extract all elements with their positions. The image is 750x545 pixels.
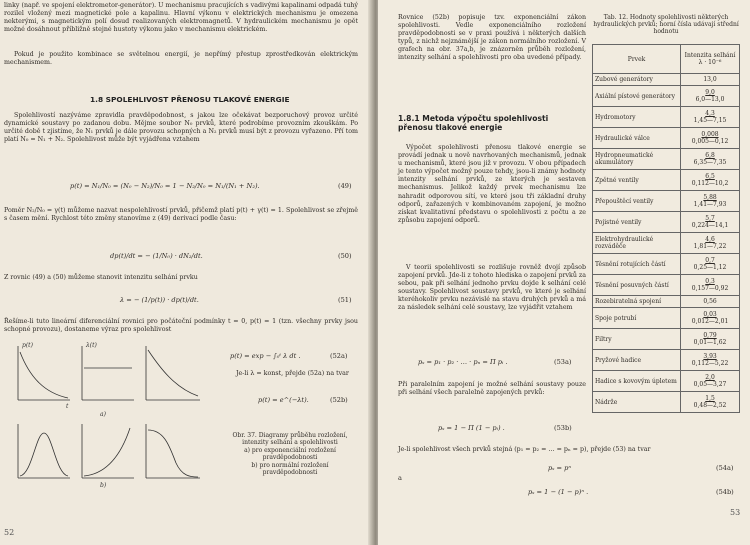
range-value: 0,112—5,22 bbox=[691, 360, 729, 367]
equation-53b-number: (53b) bbox=[554, 424, 572, 432]
equation-52a: p(t) = exp − ∫₀ᵗ λ dt . bbox=[230, 352, 301, 360]
table-cell-intenzita bbox=[681, 191, 740, 212]
table-cell-intenzita bbox=[681, 275, 740, 296]
table-cell-intenzita bbox=[681, 128, 740, 149]
mean-value: 0,7 bbox=[705, 257, 715, 264]
table-row bbox=[593, 149, 740, 170]
table-cell-intenzita bbox=[681, 149, 740, 170]
equation-53b: pₛ = 1 − Π (1 − pᵢ) . bbox=[438, 424, 505, 432]
mean-value: 3,93 bbox=[703, 353, 717, 360]
table-cell-prvek: Těsnění rotujících částí bbox=[593, 254, 681, 275]
equation-51-number: (51) bbox=[338, 296, 352, 304]
table-row bbox=[593, 350, 740, 371]
table-cell-prvek: Hadice s kovovým úpletem bbox=[593, 371, 681, 392]
table-row bbox=[593, 329, 740, 350]
range-value: 0,05—3,27 bbox=[693, 381, 727, 388]
table-row bbox=[593, 254, 740, 275]
table-cell-prvek: Pryžové hadice bbox=[593, 350, 681, 371]
equation-54a: pₛ = pⁿ bbox=[548, 464, 572, 472]
equation-52b: p(t) = e^(−λt). bbox=[258, 396, 309, 404]
equation-54b-number: (54b) bbox=[716, 488, 734, 496]
table-cell-intenzita bbox=[681, 170, 740, 191]
figure-37-graphs bbox=[10, 338, 210, 488]
range-value: 1,45—7,15 bbox=[693, 117, 727, 124]
table-cell-intenzita bbox=[681, 107, 740, 128]
equation-50: dp(t)/dt = − (1/N₀) · dN₂/dt. bbox=[110, 252, 203, 260]
range-value: 0,012—2,01 bbox=[691, 318, 729, 325]
equation-53a: pₛ = p₁ · p₂ · … · pₙ = Π pᵢ . bbox=[418, 358, 508, 366]
paragraph-1: Spolehlivostí nazýváme zpravidla pravděpodobnost, s jakou lze očekávat bezporuchový provoz určité dynamické soustavy po zadanou dobu. Mějme soubor N₀ prvků, které podrobíme provozním zkouškám. Po určité době t zjistíme, že N₁ prvků je dále provozu schopných a N₂ prvků musí být z provozu vyřazeno. Pří tom platí N₀ = N₁ + N₂. Spolehlivost může být vyjádřena vztahem bbox=[4, 112, 358, 144]
equation-49-number: (49) bbox=[338, 182, 352, 190]
table-cell-prvek: Hydromotory bbox=[593, 107, 681, 128]
range-value: 1,81—7,22 bbox=[693, 243, 727, 250]
constant-lambda-text: Je-li λ = konst, přejde (52a) na tvar bbox=[236, 370, 349, 377]
range-value: 6,35—7,35 bbox=[693, 159, 727, 166]
table-cell-intenzita bbox=[681, 296, 740, 308]
table-row bbox=[593, 212, 740, 233]
mean-value: 1,5 bbox=[705, 395, 715, 402]
table-cell-prvek: Zubové generátory bbox=[593, 74, 681, 86]
equation-49: p(t) = N₁/N₀ = (N₀ − N₂)/N₀ = 1 − N₂/N₀ = N₁/(N₁ + N₂). bbox=[70, 182, 260, 190]
figure-label-a: a) bbox=[100, 411, 106, 418]
table-cell-prvek: Těsnění posuvných částí bbox=[593, 275, 681, 296]
range-value: 1,41—7,93 bbox=[693, 201, 727, 208]
equation-51: λ = − (1/p(t)) · dp(t)/dt. bbox=[120, 296, 199, 304]
table-title: Tab. 12. Hodnoty spolehlivosti některých hydraulických prvků; horní čísla udávají střední hodnotu bbox=[593, 14, 739, 35]
table-cell-intenzita bbox=[681, 350, 740, 371]
table-cell-prvek: Nádrže bbox=[593, 392, 681, 413]
table-row bbox=[593, 128, 740, 149]
header-intenzita: Intenzita selhání λ · 10⁻⁶ bbox=[681, 45, 740, 74]
page-number-right: 53 bbox=[730, 508, 741, 517]
mean-value: 4,6 bbox=[705, 236, 715, 243]
subsection-heading: 1.8.1 Metoda výpočtu spolehlivosti přenosu tlakové energie bbox=[398, 114, 549, 132]
range-value: 0,005—0,12 bbox=[691, 138, 729, 145]
mean-value: 5,7 bbox=[705, 215, 715, 222]
intro-text-2: Pokud je použito kombinace se světelnou energií, je nepřímý přestup zprostředkován elektrickým mechanismem. bbox=[4, 51, 358, 67]
mean-value: 0,79 bbox=[703, 332, 717, 339]
page-number-left: 52 bbox=[4, 528, 15, 537]
table-cell-prvek: Axiální pístové generátory bbox=[593, 86, 681, 107]
table-cell-intenzita bbox=[681, 392, 740, 413]
left-page bbox=[0, 0, 372, 545]
range-value: 0,25—1,12 bbox=[693, 264, 727, 271]
equation-52b-number: (52b) bbox=[330, 396, 348, 404]
mean-value: 13,0 bbox=[703, 76, 717, 83]
paragraph-4: Řešíme-li tuto lineární diferenciální rovnici pro počáteční podmínky t = 0, p(t) = 1 (tzn. všechny prvky jsou schopné provozu), dostaneme výraz pro spolehlivost bbox=[4, 318, 358, 334]
range-value: 0,01—1,62 bbox=[693, 339, 727, 346]
table-row bbox=[593, 107, 740, 128]
table-row bbox=[593, 233, 740, 254]
mean-value: 0,3 bbox=[705, 278, 715, 285]
section-heading: 1.8 SPOLEHLIVOST PŘENOSU TLAKOVÉ ENERGIE bbox=[90, 95, 290, 104]
table-row bbox=[593, 170, 740, 191]
table-row bbox=[593, 392, 740, 413]
mean-value: 6,8 bbox=[705, 152, 715, 159]
table-row bbox=[593, 191, 740, 212]
figure-caption: Obr. 37. Diagramy průběhu rozložení, intenzity selhání a spolehlivosti a) pro exponenciální rozložení pravděpodobnosti b) pro normální rozložení pravděpodobnosti bbox=[232, 432, 348, 477]
range-value: 0,48—2,52 bbox=[693, 402, 727, 409]
full-width-text: Je-li spolehlivost všech prvků stejná (p₁ = p₂ = … = pₙ = p), přejde (53) na tvar bbox=[398, 446, 651, 453]
intro-text: linky (např. ve spojení elektrometor-generátor). U mechanismu pracujících s vadivými kapalinami odpadá tuhý rozilel vložený mezi magnetické pole a kapalinu. Hlavní výkonu v elektrických mechanismu je omezena nekterými, s magnetickým polí dosud realizovaných elektromagnetů. V hydraulickém mechanismu je opět možné dosáhnout příbližně stejné hustoty výkonu jako v mechanismu elektrickém. bbox=[4, 2, 358, 34]
mean-value: 2,0 bbox=[705, 374, 715, 381]
range-value: 6,0—13,0 bbox=[695, 96, 725, 103]
table-cell-prvek: Spoje potrubí bbox=[593, 308, 681, 329]
table-row bbox=[593, 371, 740, 392]
table-cell-prvek: Filtry bbox=[593, 329, 681, 350]
range-value: 0,112—10,2 bbox=[691, 180, 729, 187]
table-cell-prvek: Rozebiratelná spojení bbox=[593, 296, 681, 308]
mean-value: 0,56 bbox=[703, 298, 717, 305]
table-row bbox=[593, 308, 740, 329]
paragraph-3: Z rovnic (49) a (50) můžeme stanovit intenzitu selhání prvku bbox=[4, 274, 198, 281]
paragraph-2: Poměr N₂/N₀ = γ(t) můžeme nazvat nespolehlivostí prvků, přičemž platí p(t) + γ(t) = 1. Spolehlivost se zřejmě s časem mění. Rychlost této změny stanovíme z (49) derivací podle času: bbox=[4, 207, 358, 223]
equation-54a-number: (54a) bbox=[716, 464, 734, 472]
right-page bbox=[378, 0, 750, 545]
table-row bbox=[593, 296, 740, 308]
column-text-1: Rovnice (52b) popisuje tzv. exponenciální zákon spolehlivosti. Vedle exponenciálního rozložení pravděpodobnosti se v praxi používá i některých dalších typů, z nichž nejznámější je zákon normálního rozložení. V grafech na obr. 37a,b, je znázorněn průběh rozložení, intenzity selhání a spolehlivosti pro oba uvedené případy. bbox=[398, 14, 586, 62]
side-letter: a bbox=[398, 474, 402, 482]
column-text-2: Výpočet spolehlivosti přenosu tlakové energie se provádí jednak u nově navrhovaných mechanismů, jednak u mechanismů, které jsou již v provozu. V obou případech je tento výpočet možný pouze tehdy, jsou-li známy hodnoty intenzity selhání prvků, ze kterých je sestaven mechanismus. Jelikož každý prvek mechanismu lze nahradit odporovou sítí, ve které jsou tři základní druhy odporů, zařazených v kombinovaném zapojení, je možno získat kvalitativní představu o spolehlivosti z počtu a ze způsobu zapojení odporů. bbox=[398, 144, 586, 224]
table-cell-prvek: Hydraulické válce bbox=[593, 128, 681, 149]
table-cell-intenzita bbox=[681, 254, 740, 275]
table-cell-intenzita bbox=[681, 74, 740, 86]
equation-53a-number: (53a) bbox=[554, 358, 572, 366]
equation-50-number: (50) bbox=[338, 252, 352, 260]
table-row bbox=[593, 74, 740, 86]
table-row bbox=[593, 86, 740, 107]
table-body bbox=[593, 74, 740, 413]
axis-label-t: t bbox=[66, 403, 69, 410]
table-cell-prvek: Pojistné ventily bbox=[593, 212, 681, 233]
table-header-row bbox=[593, 45, 740, 74]
range-value: 0,157—0,92 bbox=[691, 285, 729, 292]
table-cell-intenzita bbox=[681, 371, 740, 392]
table-cell-prvek: Hydropneumatické akumulátory bbox=[593, 149, 681, 170]
table-cell-prvek: Elektrohydraulické rozváděče bbox=[593, 233, 681, 254]
table-cell-intenzita bbox=[681, 86, 740, 107]
table-cell-prvek: Zpětné ventily bbox=[593, 170, 681, 191]
table-cell-intenzita bbox=[681, 233, 740, 254]
table-cell-intenzita bbox=[681, 212, 740, 233]
axis-label-p: p(t) bbox=[22, 342, 33, 349]
table-cell-prvek: Přepouštěcí ventily bbox=[593, 191, 681, 212]
reliability-table bbox=[592, 44, 740, 413]
axis-label-lambda: λ(t) bbox=[86, 342, 97, 349]
equation-54b: pₛ = 1 − (1 − p)ⁿ . bbox=[528, 488, 589, 496]
figure-label-b: b) bbox=[100, 482, 107, 488]
mean-value: 9,0 bbox=[705, 89, 715, 96]
column-text-4: Při paralelním zapojení je možné selhání soustavy pouze při selhání všech paralelně zapojených prvků: bbox=[398, 381, 586, 397]
mean-value: 5,88 bbox=[703, 194, 717, 201]
table-row bbox=[593, 275, 740, 296]
header-prvek: Prvek bbox=[593, 45, 681, 74]
mean-value: 0,03 bbox=[703, 311, 717, 318]
mean-value: 6,5 bbox=[705, 173, 715, 180]
table-cell-intenzita bbox=[681, 329, 740, 350]
column-text-3: V teorii spolehlivosti se rozlišuje rovněž dvojí způsob zapojení prvků. Jde-li z tohoto hlediska o zapojení prvků za sebou, pak při selhání jednoho prvku dojde k selhání celé soustavy. Spolehlivost soustavy prvků, ve které je selhání kteréhokoliv prvku nezávislé na stavu druhých prvků a má za následek selhání celé soustavy, lze vyjádřit vztahem bbox=[398, 264, 586, 312]
equation-52a-number: (52a) bbox=[330, 352, 348, 360]
mean-value: 4,3 bbox=[705, 110, 715, 117]
range-value: 0,224—14,1 bbox=[691, 222, 729, 229]
table-cell-intenzita bbox=[681, 308, 740, 329]
mean-value: 0,008 bbox=[701, 131, 719, 138]
